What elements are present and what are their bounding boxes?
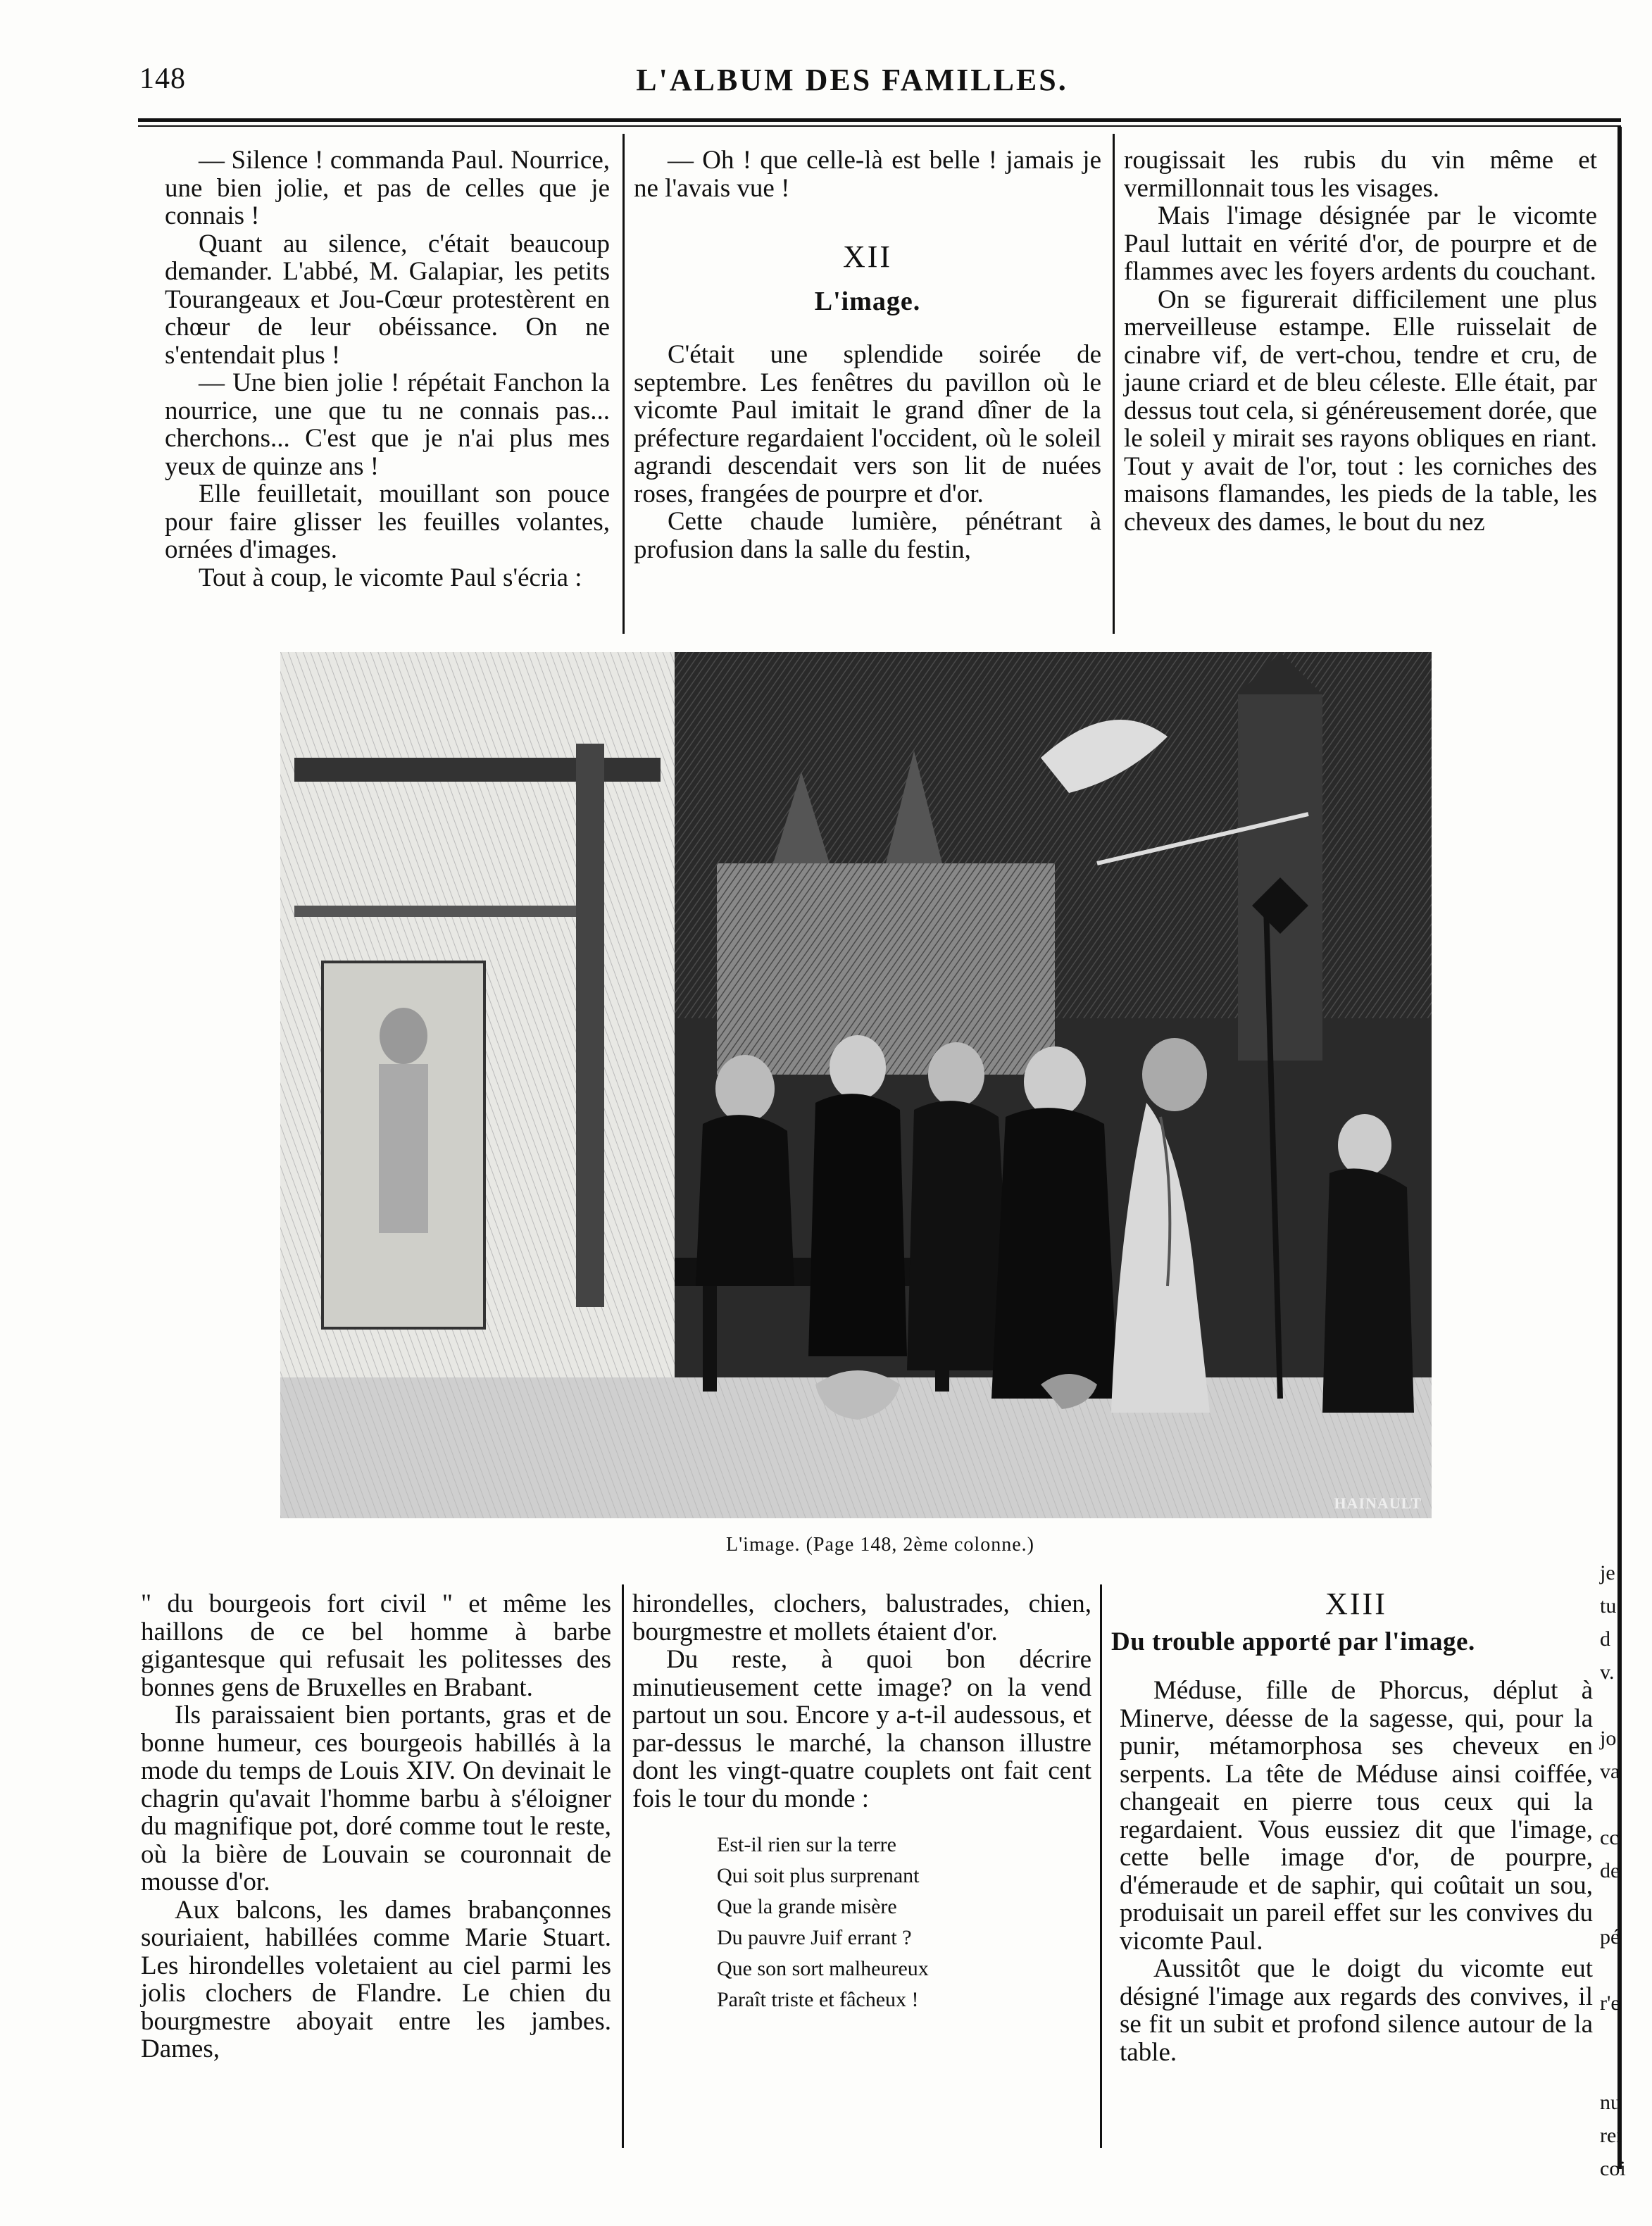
running-title: L'ALBUM DES FAMILLES. [636, 63, 1068, 97]
edge-fragment [1600, 1887, 1626, 1920]
engraving-scene [280, 652, 1432, 1518]
edge-fragment: je [1600, 1561, 1615, 1584]
edge-fragment: coi [1600, 2157, 1626, 2180]
paragraph: Ils paraissaient bien portants, gras et de bonne humeur, ces bourgeois habillés à la mode du temps de Louis XIV. On devinait le chagrin qu'avait l'homme barbu à s'éloigner du magnifique pot, doré comme tout le reste, où la bière de Louvain se couronnait de mousse d'or. [141, 1701, 611, 1896]
edge-fragment: v. [1600, 1661, 1615, 1684]
edge-fragment: tu [1600, 1594, 1617, 1618]
paragraph: hirondelles, clochers, balustrades, chien, bourgmestre et mollets étaient d'or. [632, 1589, 1091, 1646]
edge-fragment [1600, 1689, 1626, 1722]
edge-fragment: d [1600, 1627, 1610, 1651]
verse-line: Que son sort malheureux [717, 1957, 929, 1980]
engraver-signature: HAINAULT [1334, 1494, 1422, 1512]
verse-line: Que la grande misère [717, 1895, 897, 1918]
column-rule [622, 134, 625, 634]
verse-line: Qui soit plus surprenant [717, 1864, 920, 1887]
paragraph: Tout à coup, le vicomte Paul s'écria : [199, 563, 582, 592]
edge-fragment: jo [1600, 1727, 1617, 1750]
paragraph: " du bourgeois fort civil " et même les haillons de ce bel homme à barbe gigantesque qui refusait les politesses des bonnes gens de Bruxelles en Brabant. [141, 1589, 611, 1702]
paragraph: Aussitôt que le doigt du vicomte eut désigné l'image aux regards des convives, il se fit un subit et profond silence autour de la table. [1120, 1954, 1593, 2067]
chapter-number: XIII [1325, 1587, 1387, 1621]
paragraph: On se figurerait difficilement une plus merveilleuse estampe. Elle ruisselait de cinabre vif, de vert-chou, tendre et cru, de jaune criard et de bleu céleste. Elle était, par dessus tout cela, si généreusement dorée, que le soleil y mirait ses rayons obliques en riant. Tout y avait de l'or, tout : les corniches des maisons flamandes, les pieds de la table, les cheveux des dames, le bout du nez [1124, 284, 1597, 537]
column-top-left [165, 146, 610, 592]
column-bottom-middle [632, 1590, 1091, 2015]
header-rule-thin [138, 125, 1621, 127]
edge-fragment [1600, 2053, 1626, 2086]
edge-fragment: de [1600, 1859, 1620, 1882]
column-bottom-left [141, 1590, 611, 2063]
column-rule [1100, 1584, 1102, 2148]
edge-fragment: va [1600, 1760, 1620, 1783]
column-top-middle [634, 146, 1101, 563]
verse-line: Paraît triste et fâcheux ! [717, 1988, 919, 2011]
paragraph: Quant au silence, c'était beaucoup demander. L'abbé, M. Galapiar, les petits Tourangeaux et Jou-Cœur protestèrent en chœur de leur obéissance. On ne s'entendait plus ! [165, 229, 610, 370]
header-rule [138, 118, 1621, 122]
edge-fragment: pé [1600, 1925, 1620, 1949]
edge-fragment: rei [1600, 2124, 1622, 2147]
edge-fragment [1600, 1953, 1626, 1987]
column-rule [1113, 134, 1115, 634]
paragraph: rougissait les rubis du vin même et vermillonnait tous les visages. [1124, 146, 1597, 203]
verse-line: Est-il rien sur la terre [717, 1833, 896, 1856]
adjacent-page-fragments [1600, 1556, 1626, 2185]
column-bottom-right [1111, 1587, 1593, 2067]
edge-fragment [1600, 2020, 1626, 2053]
figure-caption: L'image. (Page 148, 2ème colonne.) [726, 1534, 1034, 1556]
paragraph: Du reste, à quoi bon décrire minutieusement cette image? on la vend partout un sou. Encore y a-t-il audessous, et par-dessus le marché, la chanson illustre dont les vingt-quatre couplets ont fait cent fois le tour du monde : [632, 1645, 1091, 1813]
engraving-illustration [280, 652, 1432, 1518]
column-top-right [1124, 146, 1597, 536]
edge-fragment: r'e [1600, 1991, 1620, 2015]
paragraph: — Une bien jolie ! répétait Fanchon la nourrice, une que tu ne connais pas... cherchons... C'est que je n'ai plus mes yeux de quinze ans ! [165, 368, 610, 481]
edge-fragment: nu [1600, 2091, 1621, 2114]
column-rule [622, 1584, 624, 2148]
paragraph: — Silence ! commanda Paul. Nourrice, une bien jolie, et pas de celles que je connais ! [165, 146, 610, 230]
paragraph: — Oh ! que celle-là est belle ! jamais je ne l'avais vue ! [634, 146, 1101, 203]
paragraph: Elle feuilletait, mouillant son pouce pour faire glisser les feuilles volantes, ornées d'images. [165, 480, 610, 564]
verse-line: Du pauvre Juif errant ? [717, 1926, 912, 1949]
chapter-number: XII [842, 239, 893, 274]
paragraph: Cette chaude lumière, pénétrant à profusion dans la salle du festin, [634, 507, 1101, 564]
paragraph: C'était une splendide soirée de septembre. Les fenêtres du pavillon où le vicomte Paul imitait le grand dîner de la préfecture regardaient l'occident, où le soleil agrandi descendait vers son lit de nuées roses, frangées de pourpre et d'or. [634, 340, 1101, 508]
paragraph: Aux balcons, les dames brabançonnes souriaient, habillées comme Marie Stuart. Les hirondelles voletaient au ciel parmi les jolis clochers de Flandre. Le chien du bourgmestre aboyait entre les jambes. Dames, [141, 1895, 611, 2063]
song-verse [717, 1830, 1091, 2015]
chapter-title: L'image. [814, 286, 921, 316]
page-number: 148 [139, 63, 186, 95]
paragraph: Méduse, fille de Phorcus, déplut à Minerve, déesse de la sagesse, qui, pour la punir, métamorphosa ses cheveux en serpents. La tête de Méduse ainsi coiffée, changeait en pierre tous ceux qui la regardaient. Vous eussiez dit que l'image, cette belle image d'or, de pourpre, d'émeraude et de saphir, qui coûtait un sou, produisait un pareil effet sur les convives du vicomte Paul. [1120, 1676, 1593, 1956]
paragraph: Mais l'image désignée par le vicomte Paul luttait en vérité d'or, de pourpre et de flammes avec les foyers ardents du couchant. [1124, 201, 1597, 286]
edge-fragment: cc [1600, 1826, 1619, 1849]
edge-fragment [1600, 1788, 1626, 1821]
chapter-title: Du trouble apporté par l'image. [1111, 1627, 1475, 1656]
